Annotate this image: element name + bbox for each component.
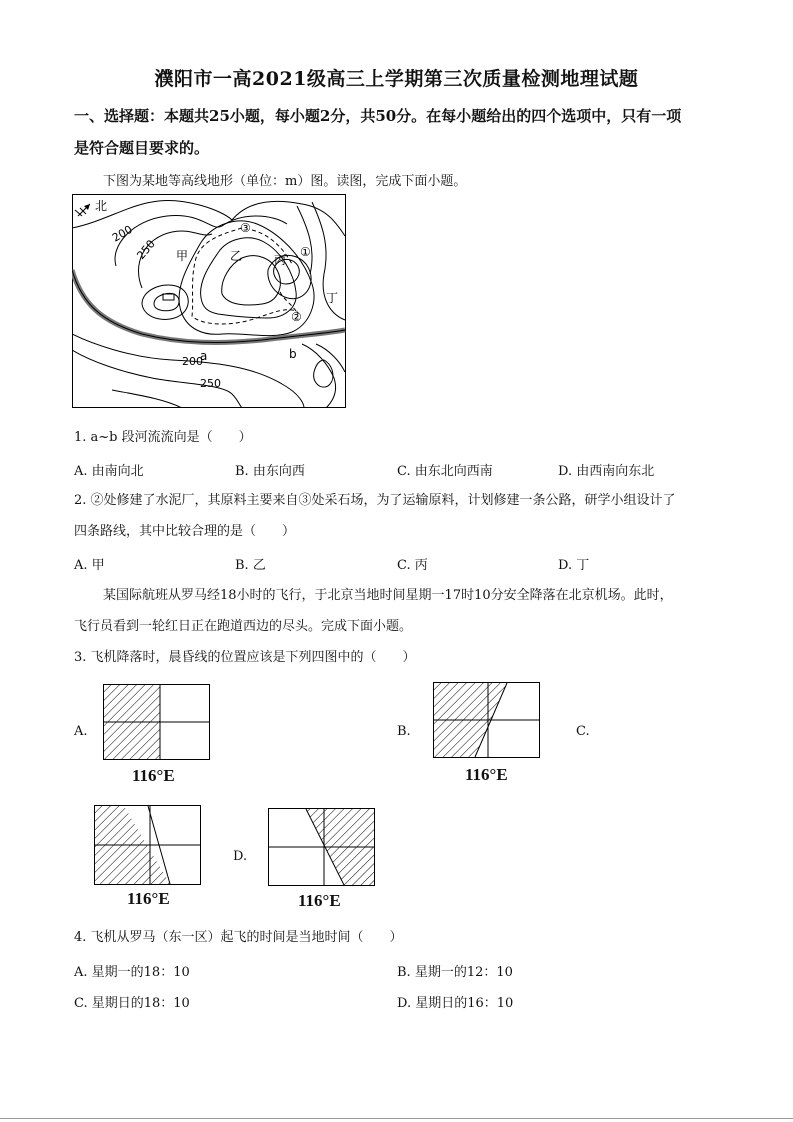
- q4-option-a[interactable]: A. 星期一的18：10: [74, 965, 190, 980]
- contour-label-250-bottom: 250: [200, 377, 221, 390]
- contour-label-200-top: 200: [110, 222, 135, 245]
- section-heading-line1: 一、选择题：本题共25小题，每小题2分，共50分。在每小题给出的四个选项中，只有一项: [74, 107, 682, 125]
- label-circle-2: ②: [291, 310, 302, 324]
- q1-option-c[interactable]: C. 由东北向西南: [397, 464, 493, 479]
- q3-caption-c: 116°E: [127, 889, 170, 908]
- q2-option-b[interactable]: B. 乙: [235, 558, 266, 573]
- q3-diagram-a[interactable]: [103, 684, 210, 760]
- q2-option-d[interactable]: D. 丁: [558, 558, 590, 573]
- q1-option-b[interactable]: B. 由东向西: [235, 464, 305, 479]
- q3-label-a[interactable]: A.: [74, 724, 88, 739]
- q2-option-a[interactable]: A. 甲: [74, 558, 105, 573]
- intro-flight-line2: 飞行员看到一轮红日正在跑道西边的尽头。完成下面小题。: [74, 619, 413, 634]
- contour-map: [72, 194, 346, 408]
- contour-label-200-bottom: 200: [182, 355, 203, 368]
- q3-diagram-d[interactable]: [268, 808, 375, 886]
- label-b: b: [289, 347, 297, 361]
- label-yi: 乙: [230, 249, 243, 263]
- label-a: a: [200, 349, 208, 363]
- contour-label-250-top: 250: [134, 237, 158, 262]
- north-label: 北: [95, 199, 108, 213]
- label-jia: 甲: [176, 249, 189, 263]
- q1-stem: 1. a~b 段河流流向是（ ）: [74, 430, 252, 445]
- label-circle-3: ③: [240, 221, 251, 235]
- q2-stem-line1: 2. ②处修建了水泥厂，其原料主要来自③处采石场，为了运输原料，计划修建一条公路，研学小组设计了: [74, 493, 676, 508]
- q3-caption-b: 116°E: [465, 765, 508, 784]
- q3-diagram-b[interactable]: [433, 682, 540, 758]
- q4-option-d[interactable]: D. 星期日的16：10: [397, 996, 514, 1011]
- page-title: 濮阳市一高2021级高三上学期第三次质量检测地理试题: [154, 68, 639, 90]
- q2-option-c[interactable]: C. 丙: [397, 558, 428, 573]
- q3-caption-a: 116°E: [132, 766, 175, 785]
- label-circle-1: ①: [300, 245, 311, 259]
- q3-diagram-c[interactable]: [94, 805, 201, 885]
- page-bottom-divider: [0, 1118, 793, 1119]
- q3-stem: 3. 飞机降落时，晨昏线的位置应该是下列四图中的（ ）: [74, 650, 416, 665]
- q4-stem: 4. 飞机从罗马（东一区）起飞的时间是当地时间（ ）: [74, 930, 403, 945]
- q2-stem-line2: 四条路线，其中比较合理的是（ ）: [74, 524, 296, 539]
- section-heading-line2: 是符合题目要求的。: [74, 139, 210, 157]
- label-ding: 丁: [326, 291, 339, 305]
- q4-option-c[interactable]: C. 星期日的18：10: [74, 996, 190, 1011]
- q3-caption-d: 116°E: [298, 891, 341, 910]
- q1-option-a[interactable]: A. 由南向北: [74, 464, 144, 479]
- intro-map: 下图为某地等高线地形（单位：m）图。读图，完成下面小题。: [103, 174, 467, 189]
- label-bing: 丙: [274, 253, 287, 267]
- intro-flight-line1: 某国际航班从罗马经18小时的飞行，于北京当地时间星期一17时10分安全降落在北京机场。此时，: [103, 588, 673, 603]
- q3-label-c[interactable]: C.: [576, 724, 590, 739]
- q3-label-b[interactable]: B.: [397, 724, 411, 739]
- q4-option-b[interactable]: B. 星期一的12：10: [397, 965, 513, 980]
- q3-label-d[interactable]: D.: [233, 849, 248, 864]
- q1-option-d[interactable]: D. 由西南向东北: [558, 464, 655, 479]
